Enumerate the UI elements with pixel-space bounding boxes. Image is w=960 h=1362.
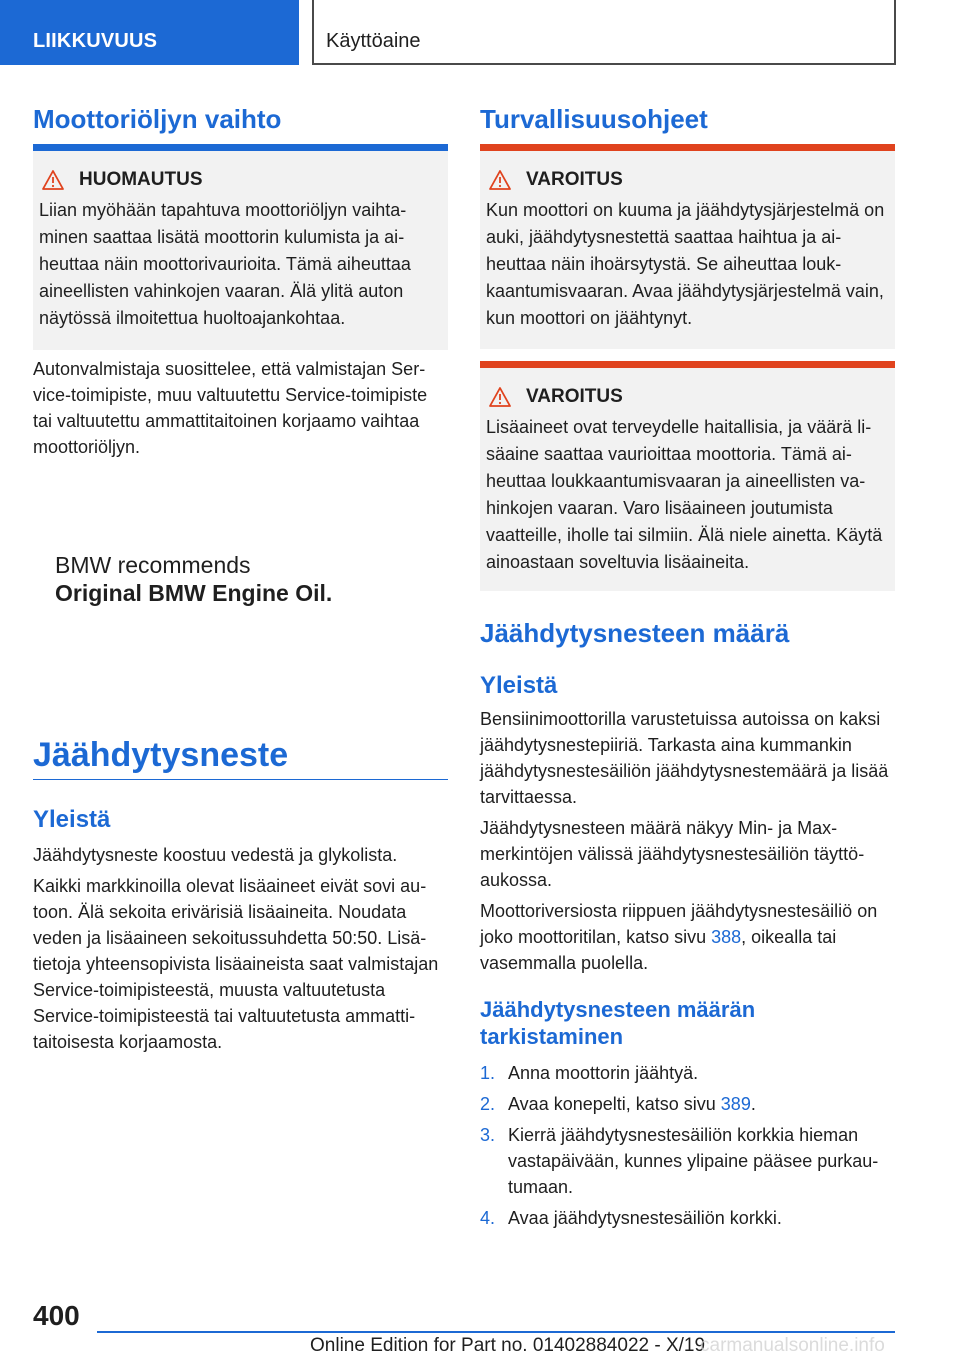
notice-label: HUOMAUTUS — [79, 169, 203, 190]
coolant-title-rule — [33, 779, 448, 780]
amount-paragraph-2: Jäähdytysnesteen määrä näkyy Min- ja Max-merkintöjen välissä jäähdytysnestesäiliön täyttöaukossa. — [480, 818, 865, 890]
list-item: 3. Kierrä jäähdytysnestesäiliön korkkia hieman vastapäivään, kunnes ylipaine pääsee purkautumaan. — [480, 1125, 879, 1197]
list-item: 2. Avaa konepelti, katso sivu 389. — [480, 1094, 756, 1114]
oil-change-paragraph: Autonvalmistaja suosittelee, että valmistajan Service-toimipiste, muu valtuutettu Service-toimipiste tai valtuutettu ammattitaitoinen korjaamo vaihtaa moottoriöljyn. — [33, 359, 428, 457]
topic-tab[interactable]: Käyttöaine — [312, 0, 896, 65]
safety-title: Turvallisuusohjeet — [480, 104, 708, 134]
warning-1-text: Kun moottori on kuuma ja jäähdytysjärjestelmä on auki, jäähdytysnestettä saattaa haihtua ja aiheuttaa näin ihoärsytystä. Se aiheuttaa loukkaantumisvaaran. Avaa jäähdytysjärjestelmä vain, kun moottori on jäähtynyt. — [486, 200, 885, 328]
advert-line-2: Original BMW Engine Oil. — [55, 580, 333, 606]
warning-2-label: VAROITUS — [526, 386, 623, 407]
warning-box-1 — [480, 144, 895, 349]
notice-text: Liian myöhään tapahtuva moottoriöljyn vaihtaminen saattaa lisätä moottorin kulumista ja aiheuttaa näin moottorivaurioita. Tämä aiheuttaa aineellisten vahinkojen vaaran. Älä ylitä auton näytössä ilmoitettua huoltoajankohtaa. — [39, 200, 411, 328]
warning-2-text: Lisäaineet ovat terveydelle haitallisia, ja väärä lisäaine saattaa vaurioittaa moottoria. Tämä aiheuttaa loukkaantumisvaaran ja aineellisten vahinkojen vaaran. Varo lisäaineen joutumista vaatteille, iholle tai silmiin. Älä niele ainetta. Käytä ainoastaan soveltuvia lisäaineita. — [486, 417, 883, 572]
warning-triangle-icon — [488, 386, 512, 408]
section-tab[interactable]: LIIKKUVUUS — [0, 0, 299, 65]
coolant-amount-title: Jäähdytysnesteen määrä — [480, 618, 790, 648]
amount-paragraph-1: Bensiinimoottorilla varustetuissa autoissa on kaksi jäähdytysnestepiiriä. Tarkasta aina kummankin jäähdytysnestesäiliön jäähdytysnestemäärä ja lisää tarvittaessa. — [480, 709, 889, 807]
footer-rule — [97, 1331, 895, 1333]
coolant-title: Jäähdytysneste — [33, 736, 289, 774]
list-item: 4. Avaa jäähdytysnestesäiliön korkki. — [480, 1208, 782, 1228]
watermark: carmanualsonline.info — [700, 1335, 885, 1356]
notice-box — [33, 144, 448, 350]
bmw-oil-advert — [55, 551, 332, 607]
coolant-paragraph-2: Kaikki markkinoilla olevat lisäaineet eivät sovi autoon. Älä sekoita erivärisiä lisäaineita. Noudata veden ja lisäaineen sekoitussuhdetta 50:50. Lisätietoja yhteensopivista lisäaineista saat valmistajan Service-toimipisteestä, muusta valtuutetusta Service-toimipisteestä tai valtuutetusta ammattitaitoisesta korjaamosta. — [33, 876, 439, 1052]
list-item: 1. Anna moottorin jäähtyä. — [480, 1063, 699, 1083]
amount-paragraph-3: Moottoriversiosta riippuen jäähdytysnestesäiliö on joko moottoritilan, katso sivu 388, oikealla tai vasemmalla puolella. — [480, 901, 878, 973]
warning-triangle-icon — [41, 169, 65, 191]
advert-line-1: BMW recommends — [55, 552, 251, 578]
warning-1-label: VAROITUS — [526, 169, 623, 190]
check-steps-list — [480, 1060, 895, 1236]
amount-general-title: Yleistä — [480, 672, 558, 699]
page-number: 400 — [33, 1300, 80, 1331]
warning-box-2 — [480, 361, 895, 591]
coolant-general-text — [33, 842, 448, 1060]
coolant-general-title: Yleistä — [33, 806, 111, 833]
check-coolant-title: Jäähdytysnesteen määrän tarkistaminen — [480, 997, 756, 1049]
amount-general-text — [480, 706, 895, 981]
warning-triangle-icon — [488, 169, 512, 191]
oil-change-title: Moottoriöljyn vaihto — [33, 104, 282, 134]
edition-text: Online Edition for Part no. 01402884022 - X/19 — [310, 1335, 706, 1356]
page-link-388[interactable]: 388 — [711, 927, 742, 947]
page-link-389[interactable]: 389 — [720, 1094, 751, 1114]
coolant-paragraph-1: Jäähdytysneste koostuu vedestä ja glykolista. — [33, 845, 398, 865]
